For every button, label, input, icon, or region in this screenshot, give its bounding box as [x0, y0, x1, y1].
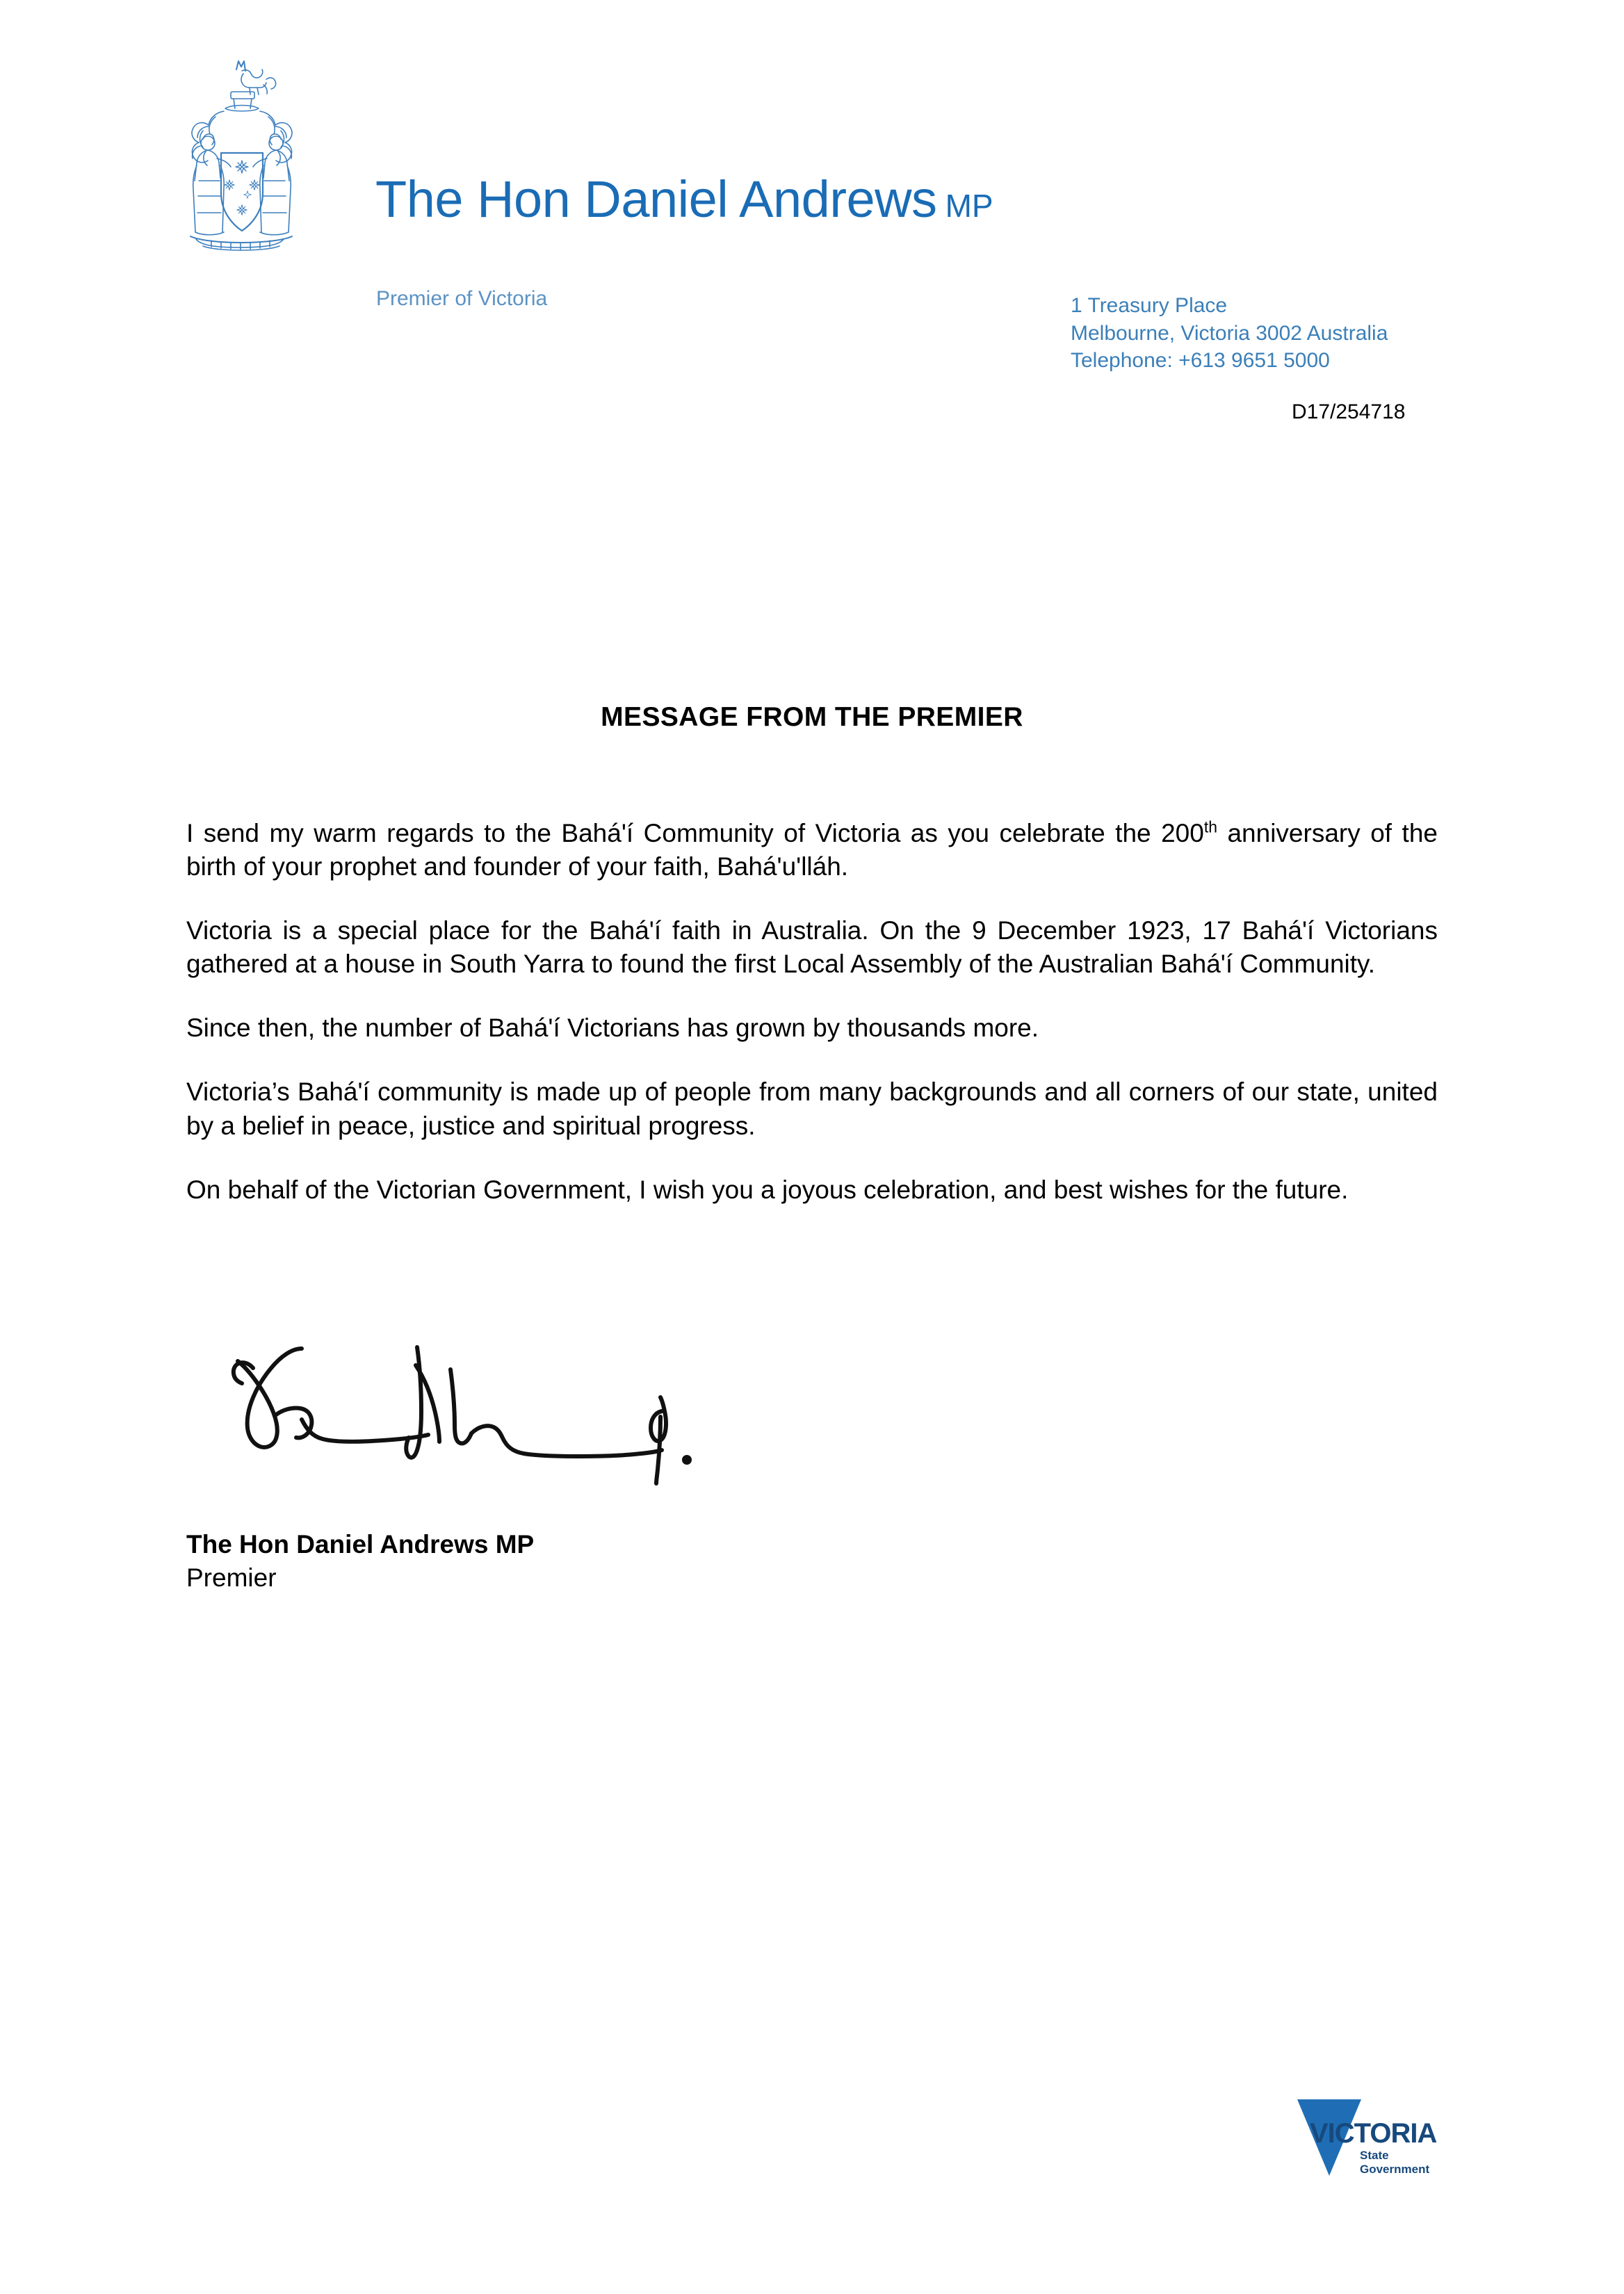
signatory-name: The Hon Daniel Andrews MP: [186, 1530, 535, 1559]
svg-text:Government: Government: [1360, 2163, 1430, 2176]
address-line-1: 1 Treasury Place: [1071, 294, 1228, 317]
reference-number: D17/254718: [1292, 400, 1406, 423]
signatory-role: Premier: [186, 1563, 277, 1592]
ordinal-suffix: th: [1203, 817, 1217, 836]
paragraph-1-text-before: I send my warm regards to the Bahá'í Community of Victoria as you celebrate the 200: [186, 819, 1204, 847]
letterhead-address: [1071, 292, 1388, 375]
letter-body: [186, 817, 1438, 1207]
letterhead-title-name: The Hon Daniel Andrews: [375, 170, 937, 228]
letterhead-title-suffix: MP: [945, 188, 993, 224]
handwritten-signature-icon: [209, 1328, 709, 1495]
paragraph-1: [186, 817, 1438, 884]
page-title: MESSAGE FROM THE PREMIER: [601, 702, 1023, 732]
victoria-state-government-logo-icon: [1285, 2094, 1446, 2181]
address-line-3: Telephone: +613 9651 5000: [1071, 349, 1330, 373]
svg-text:VICTORIA: VICTORIA: [1310, 2118, 1437, 2149]
svg-text:State: State: [1360, 2149, 1389, 2162]
paragraph-4: Victoria’s Bahá'í community is made up of people from many backgrounds and all corners of our state, united by a belief in peace, justice and spiritual progress.: [186, 1077, 1438, 1140]
victoria-coat-of-arms-icon: [175, 54, 307, 256]
paragraph-5: On behalf of the Victorian Government, I wish you a joyous celebration, and best wishes for the future.: [186, 1175, 1349, 1204]
paragraph-1-text-after: anniversary of the birth of your prophet and founder of your faith, Bahá'u'lláh.: [186, 819, 1438, 881]
paragraph-3: Since then, the number of Bahá'í Victorians has grown by thousands more.: [186, 1014, 1039, 1043]
letterhead-title: [375, 170, 993, 228]
paragraph-2: Victoria is a special place for the Bahá'í faith in Australia. On the 9 December 1923, 17 Bahá'í Victorians gathered at a house in South Yarra to found the first Local Assembly of the Australian Bahá'í Community.: [186, 916, 1438, 979]
letterhead: [0, 0, 1624, 423]
address-line-2: Melbourne, Victoria 3002 Australia: [1071, 321, 1388, 345]
letterhead-subtitle: Premier of Victoria: [376, 287, 548, 310]
